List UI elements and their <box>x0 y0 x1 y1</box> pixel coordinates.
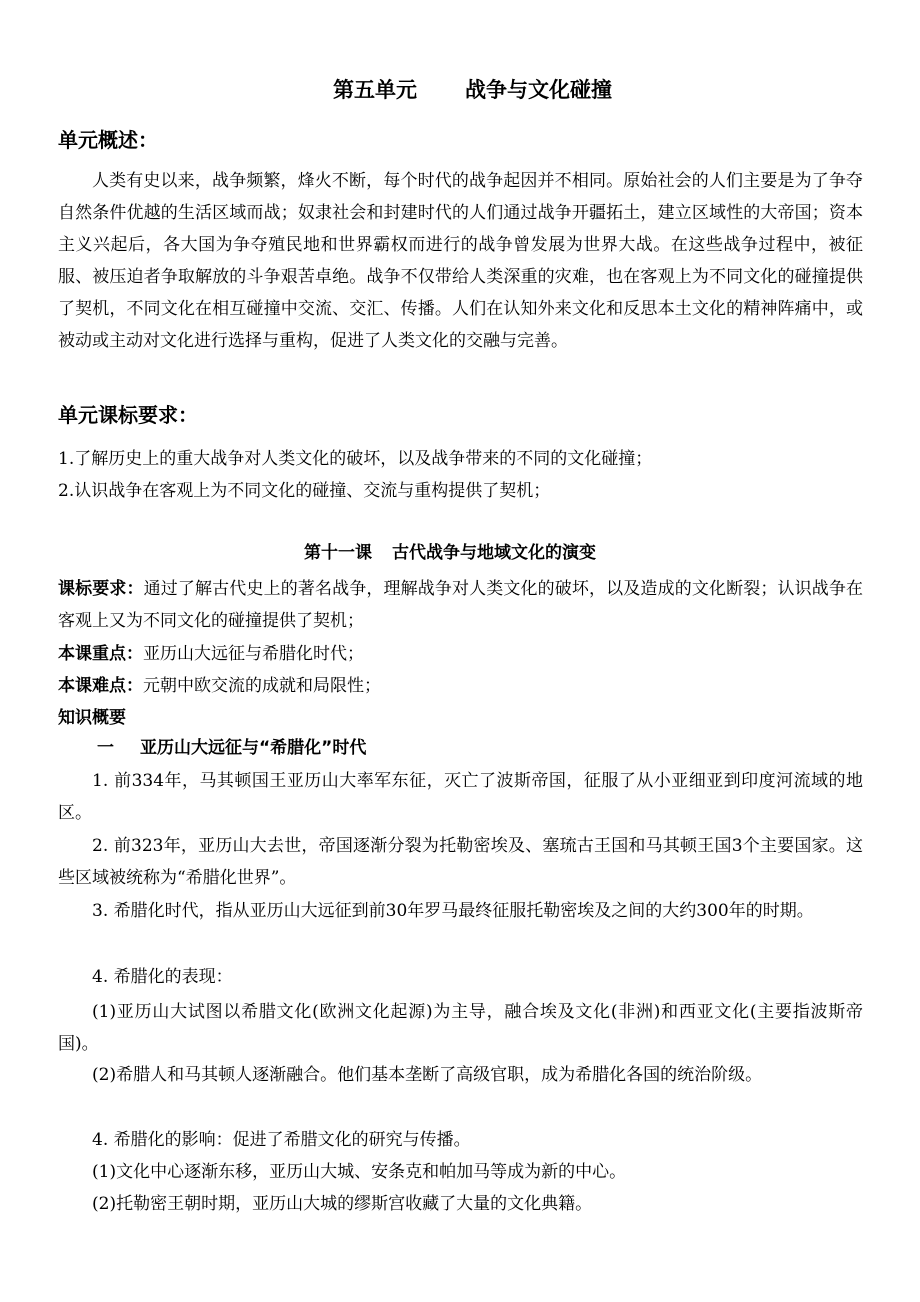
lesson-number: 第十一课 <box>304 543 372 563</box>
unit-number: 第五单元 <box>333 78 417 102</box>
unit-name: 战争与文化碰撞 <box>465 78 612 102</box>
standard-item-1: 1.了解历史上的重大战争对人类文化的破坏，以及战争带来的不同的文化碰撞； <box>58 449 653 469</box>
overview-heading: 单元概述： <box>58 128 158 152</box>
requirement-text: 通过了解古代史上的著名战争，理解战争对人类文化的破坏，以及造成的文化断裂；认识战争在客观上又为不同文化的碰撞提供了契机； <box>58 579 864 631</box>
content-item-8: (1)文化中心逐渐东移，亚历山大城、安条克和帕加马等成为新的中心。 <box>92 1162 627 1182</box>
content-item-6: (2)希腊人和马其顿人逐渐融合。他们基本垄断了高级官职，成为希腊化各国的统治阶级。 <box>92 1065 763 1085</box>
content-item-3: 3. 希腊化时代，指从亚历山大远征到前30年罗马最终征服托勒密埃及之间的大约300年的时期。 <box>92 901 814 921</box>
section-heading <box>97 740 366 757</box>
knowledge-overview-label: 知识概要 <box>58 708 126 728</box>
key-point-label: 本课重点： <box>58 644 143 664</box>
lesson-key-point <box>58 646 364 663</box>
content-item-9: (2)托勒密王朝时期，亚历山大城的缪斯宫收藏了大量的文化典籍。 <box>92 1194 593 1214</box>
standard-item-2: 2.认识战争在客观上为不同文化的碰撞、交流与重构提供了契机； <box>58 481 551 501</box>
overview-paragraph: 人类有史以来，战争频繁，烽火不断，每个时代的战争起因并不相同。原始社会的人们主要是为了争夺自然条件优越的生活区域而战；奴隶社会和封建时代的人们通过战争开疆拓土，建立区域性的大帝国；资本主义兴起后，各大国为争夺殖民地和世界霸权而进行的战争曾发展为世界大战。在这些战争过程中，被征服、被压迫者争取解放的斗争艰苦卓绝。战争不仅带给人类深重的灾难，也在客观上为不同文化的碰撞提供了契机，不同文化在相互碰撞中交流、交汇、传播。人们在认知外来文化和反思本土文化的精神阵痛中，或被动或主动对文化进行选择与重构，促进了人类文化的交融与完善。 <box>58 171 863 351</box>
standards-heading: 单元课标要求： <box>58 403 198 427</box>
content-item-5: (1)亚历山大试图以希腊文化(欧洲文化起源)为主导，融合埃及文化(非洲)和西亚文化(主要指波斯帝国)。 <box>58 1002 863 1054</box>
lesson-difficulty <box>58 678 381 695</box>
difficulty-text: 元朝中欧交流的成就和局限性； <box>143 676 381 696</box>
lesson-title <box>304 545 596 562</box>
key-point-text: 亚历山大远征与希腊化时代； <box>143 644 364 664</box>
section-title: 亚历山大远征与“希腊化”时代 <box>140 738 367 758</box>
content-item-2: 2. 前323年，亚历山大去世，帝国逐渐分裂为托勒密埃及、塞琉古王国和马其顿王国3个主要国家。这些区域被统称为“希腊化世界”。 <box>58 836 863 888</box>
lesson-requirement <box>58 573 863 637</box>
content-item-4: 4. 希腊化的表现： <box>92 967 233 987</box>
content-item-1: 1. 前334年，马其顿国王亚历山大率军东征，灭亡了波斯帝国，征服了从小亚细亚到印度河流域的地区。 <box>58 771 863 823</box>
unit-title <box>333 80 612 101</box>
content-item-7: 4. 希腊化的影响：促进了希腊文化的研究与传播。 <box>92 1130 471 1150</box>
lesson-name: 古代战争与地域文化的演变 <box>392 543 596 563</box>
requirement-label: 课标要求： <box>58 579 144 599</box>
section-number: 一 <box>97 738 114 758</box>
difficulty-label: 本课难点： <box>58 676 143 696</box>
